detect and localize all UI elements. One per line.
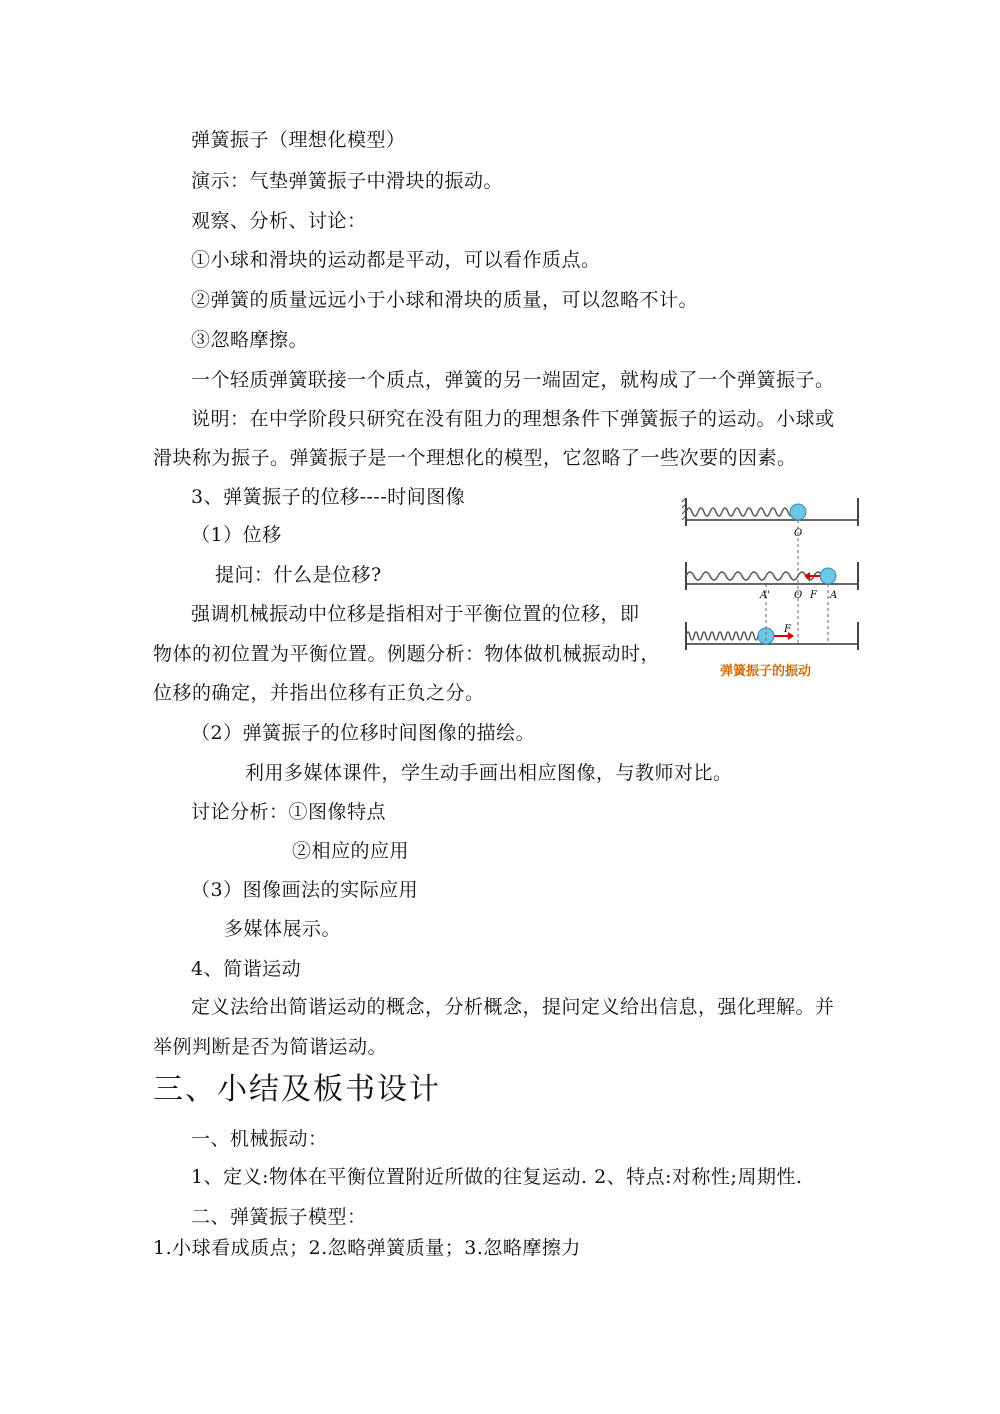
line-application: ②相应的应用 bbox=[292, 840, 410, 862]
line-summary-1: 一、机械振动： bbox=[191, 1128, 328, 1150]
spring-row-stretched bbox=[686, 562, 858, 590]
line-practical: （3）图像画法的实际应用 bbox=[191, 879, 419, 901]
label-a-left: A' bbox=[760, 590, 770, 601]
line-observe: 观察、分析、讨论： bbox=[191, 210, 367, 232]
spring-oscillator-diagram bbox=[680, 490, 868, 660]
line-section-4: 4、简谐运动 bbox=[191, 958, 302, 980]
line-explanation-2: 滑块称为振子。弹簧振子是一个理想化的模型，它忽略了一些次要的因素。 bbox=[153, 447, 797, 469]
line-discussion: 讨论分析：①图像特点 bbox=[191, 801, 387, 823]
line-summary-3: 二、弹簧振子模型： bbox=[191, 1206, 367, 1228]
line-point-3: ③忽略摩擦。 bbox=[191, 329, 309, 351]
line-shm-2: 举例判断是否为简谐运动。 bbox=[153, 1036, 388, 1058]
line-multimedia: 利用多媒体课件，学生动手画出相应图像，与教师对比。 bbox=[245, 762, 733, 784]
line-section-3: 3、弹簧振子的位移----时间图像 bbox=[191, 486, 466, 508]
figure-caption: 弹簧振子的振动 bbox=[720, 664, 812, 679]
label-a-right: A bbox=[830, 590, 838, 601]
line-emphasis-1: 强调机械振动中位移是指相对于平衡位置的位移，即 bbox=[191, 603, 640, 625]
line-emphasis-3: 位移的确定，并指出位移有正负之分。 bbox=[153, 682, 485, 704]
label-f-mid: F bbox=[810, 590, 817, 601]
section-heading-summary: 三、小结及板书设计 bbox=[153, 1072, 441, 1107]
line-summary-4: 1.小球看成质点；2.忽略弹簧质量；3.忽略摩擦力 bbox=[153, 1237, 581, 1259]
line-emphasis-2: 物体的初位置为平衡位置。例题分析：物体做机械振动时， bbox=[153, 643, 661, 665]
spring-row-equilibrium bbox=[682, 498, 858, 526]
line-spring-oscillator-title: 弹簧振子（理想化模型） bbox=[191, 129, 406, 151]
line-summary-2: 1、定义:物体在平衡位置附近所做的往复运动. 2、特点:对称性;周期性. bbox=[191, 1166, 803, 1188]
spring-row-compressed bbox=[686, 622, 858, 650]
line-point-1: ①小球和滑块的运动都是平动，可以看作质点。 bbox=[191, 249, 601, 271]
line-graph-drawing: （2）弹簧振子的位移时间图像的描绘。 bbox=[191, 722, 536, 744]
label-o-top: O bbox=[794, 528, 803, 539]
line-displacement: （1）位移 bbox=[191, 524, 282, 546]
label-f-bottom: F bbox=[784, 624, 791, 635]
line-explanation-1: 说明：在中学阶段只研究在没有阻力的理想条件下弹簧振子的运动。小球或 bbox=[191, 408, 835, 430]
line-demo: 演示：气垫弹簧振子中滑块的振动。 bbox=[191, 170, 504, 192]
line-shm-1: 定义法给出简谐运动的概念，分析概念，提问定义给出信息，强化理解。并 bbox=[191, 996, 835, 1018]
label-o: O bbox=[794, 590, 803, 601]
line-question: 提问：什么是位移? bbox=[215, 564, 382, 586]
line-point-2: ②弹簧的质量远远小于小球和滑块的质量，可以忽略不计。 bbox=[191, 289, 699, 311]
line-multimedia-show: 多媒体展示。 bbox=[224, 918, 342, 940]
line-definition: 一个轻质弹簧联接一个质点，弹簧的另一端固定，就构成了一个弹簧振子。 bbox=[191, 369, 835, 391]
